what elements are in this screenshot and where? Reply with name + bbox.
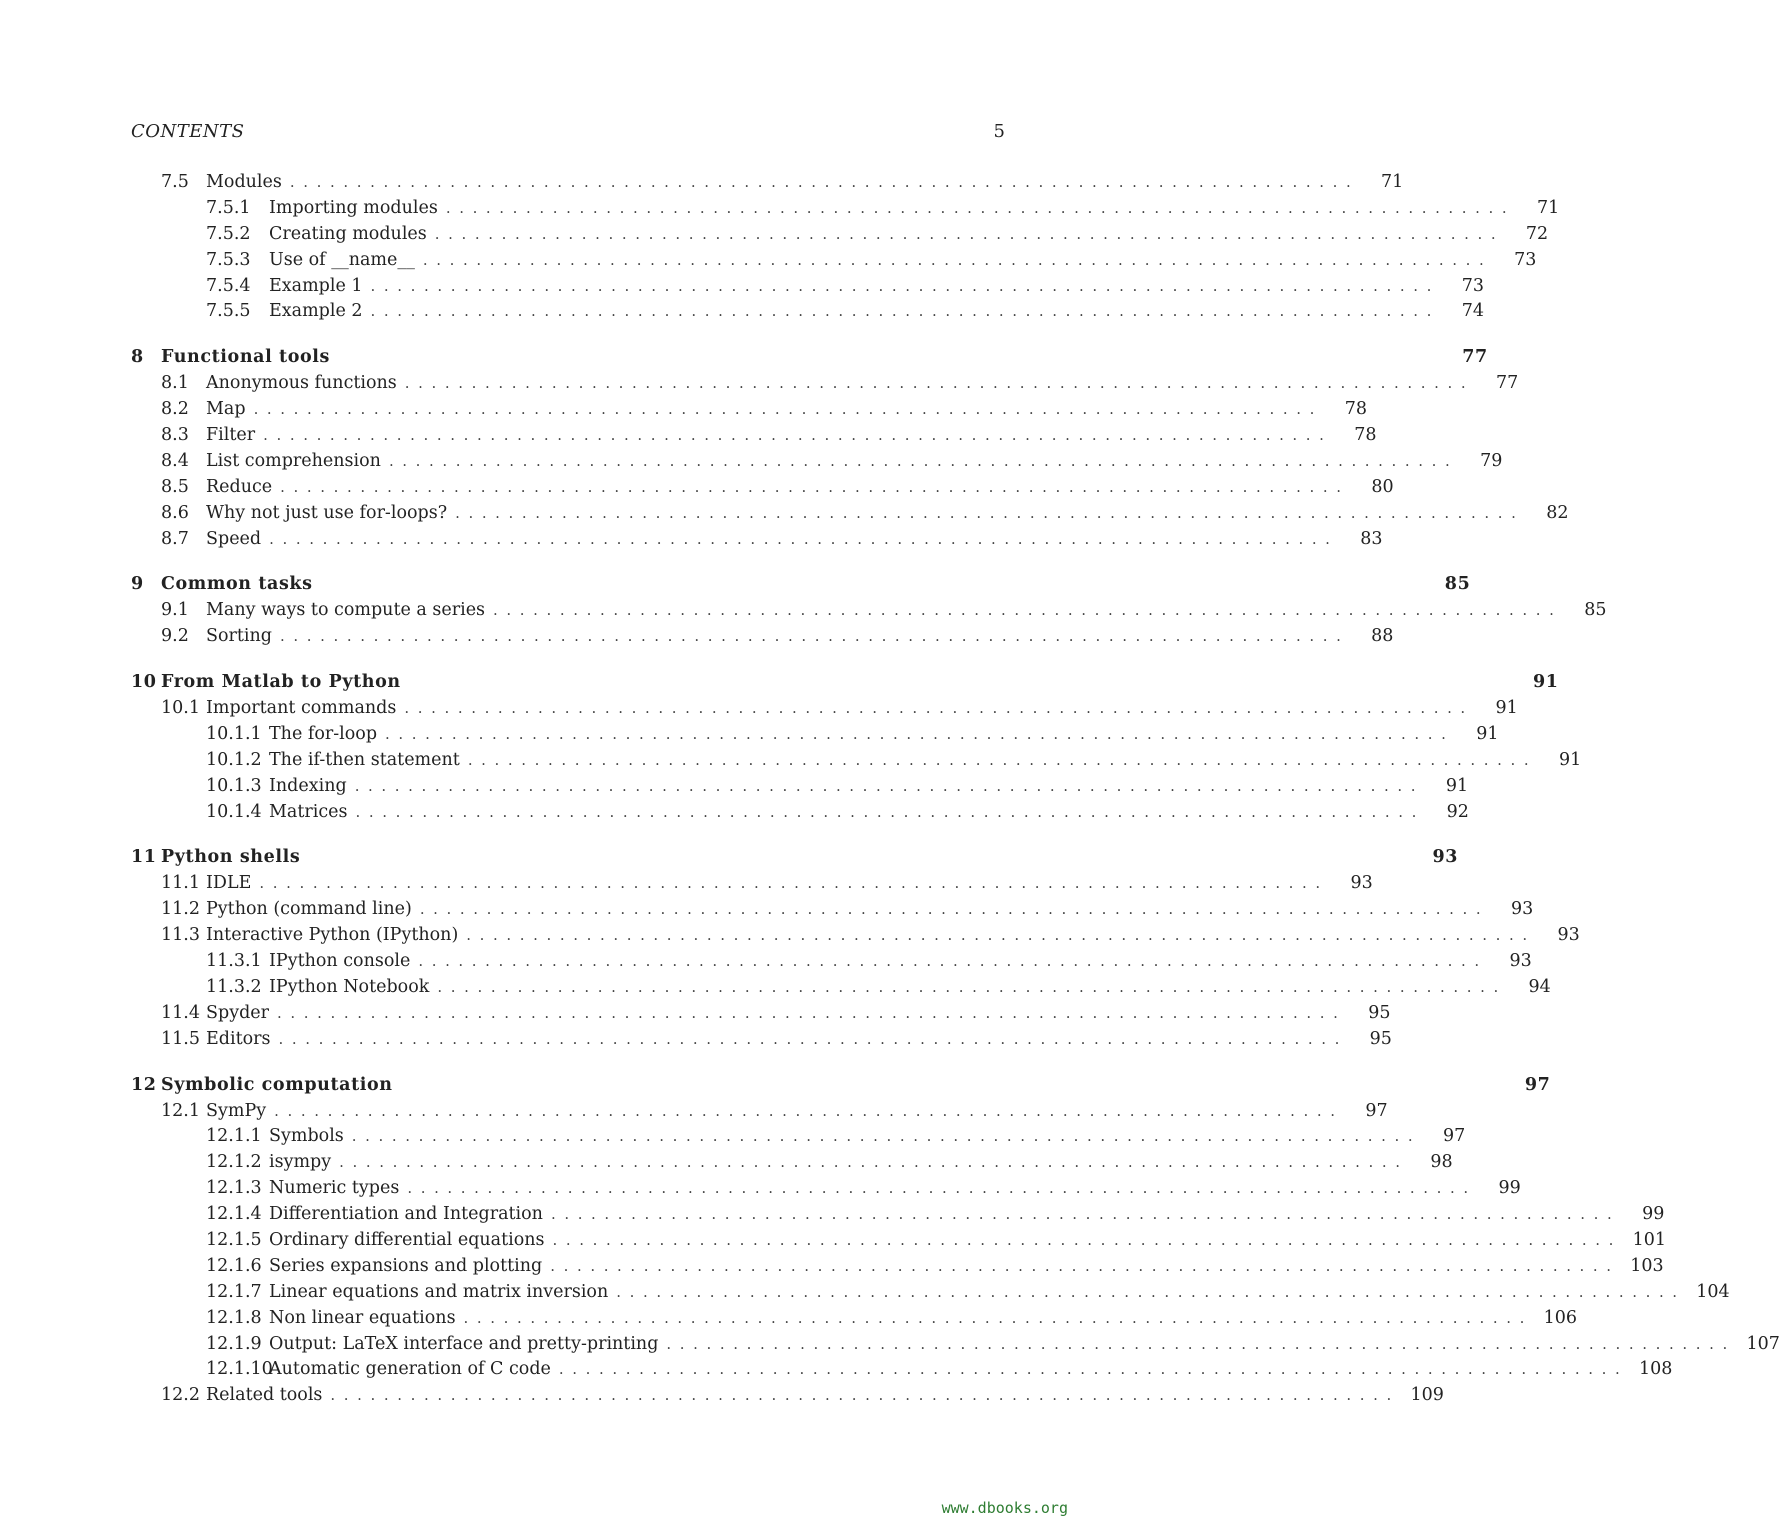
toc-entry-number: 7.5.4 <box>206 275 251 296</box>
toc-entry-number: 8.4 <box>161 450 189 471</box>
toc-leader-dots: ................................................................................ <box>339 1153 1409 1172</box>
toc-entry-title: Non linear equations <box>269 1307 456 1328</box>
toc-entry-number: 12.1.8 <box>206 1307 262 1328</box>
toc-subsection-row[interactable] <box>131 301 1484 327</box>
toc-leader-dots: ................................................................................ <box>550 1256 1620 1275</box>
toc-leader-dots: ................................................................................ <box>280 627 1350 646</box>
toc-leader-dots: ................................................................................ <box>616 1282 1686 1301</box>
toc-entry-page: 93 <box>1557 925 1580 946</box>
toc-entry-page: 93 <box>1350 873 1373 894</box>
toc-entry-page: 72 <box>1525 223 1549 244</box>
toc-entry-title: Indexing <box>269 775 347 796</box>
toc-leader-dots: ................................................................................ <box>552 1230 1622 1249</box>
toc-entry-number: 11.3 <box>161 925 200 946</box>
toc-entry-title: IPython console <box>269 951 411 972</box>
toc-section-row[interactable] <box>131 1385 1444 1411</box>
toc-section-row[interactable] <box>131 373 1519 399</box>
toc-entry-title: SymPy <box>206 1100 267 1121</box>
toc-entry-page: 106 <box>1543 1307 1577 1328</box>
toc-leader-dots: ................................................................................ <box>467 750 1538 769</box>
toc-entry-title: Importing modules <box>269 197 438 218</box>
toc-entry-title: Sorting <box>206 626 272 647</box>
toc-leader-dots: ................................................................................ <box>263 426 1333 445</box>
toc-entry-number: 7.5.2 <box>206 223 251 244</box>
toc-leader-dots: ................................................................................ <box>404 699 1474 718</box>
toc-entry-page: 77 <box>1462 347 1488 368</box>
toc-chapter-row[interactable] <box>131 672 1559 698</box>
toc-entry-number: 8.5 <box>161 476 189 497</box>
toc-entry-title: Map <box>206 399 246 420</box>
toc-entry-page: 91 <box>1495 698 1518 719</box>
toc-leader-dots: ................................................................................ <box>385 724 1455 743</box>
toc-entry-page: 93 <box>1432 847 1459 868</box>
toc-entry-number: 7.5.3 <box>206 249 251 270</box>
toc-entry-page: 74 <box>1461 301 1484 322</box>
toc-entry-title: Anonymous functions <box>206 373 397 394</box>
toc-entry-page: 91 <box>1476 723 1499 744</box>
toc-leader-dots: ................................................................................ <box>407 1179 1477 1198</box>
toc-subsection-row[interactable] <box>131 951 1532 977</box>
toc-section-row[interactable] <box>131 899 1534 925</box>
toc-entry-page: 71 <box>1381 172 1404 192</box>
toc-section-row[interactable] <box>131 502 1569 529</box>
toc-subsection-row[interactable] <box>131 249 1537 276</box>
toc-leader-dots: ................................................................................ <box>422 250 1493 269</box>
toc-section-row[interactable] <box>131 399 1368 425</box>
toc-entry-number: 12.1.1 <box>206 1126 262 1147</box>
toc-section-row[interactable] <box>131 1002 1391 1029</box>
toc-leader-dots: ................................................................................ <box>466 926 1536 945</box>
toc-entry-number: 8.7 <box>161 528 189 549</box>
toc-leader-dots: ................................................................................ <box>278 1029 1348 1048</box>
toc-chapter-row[interactable] <box>131 847 1459 873</box>
toc-entry-page: 83 <box>1360 528 1383 549</box>
toc-entry-page: 97 <box>1524 1074 1551 1095</box>
toc-entry-title: Python shells <box>161 847 301 868</box>
toc-entry-number: 11.5 <box>161 1028 200 1049</box>
toc-subsection-row[interactable] <box>131 1204 1665 1230</box>
toc-leader-dots: ................................................................................ <box>253 400 1324 419</box>
toc-subsection-row[interactable] <box>131 749 1582 776</box>
toc-entry-title: Linear equations and matrix inversion <box>269 1281 609 1302</box>
toc-entry-title: Modules <box>206 172 282 192</box>
toc-entry-number: 7.5 <box>161 172 189 192</box>
toc-entry-page: 85 <box>1444 574 1471 595</box>
toc-entry-number: 12.1.9 <box>206 1333 262 1354</box>
toc-entry-number: 10.1.3 <box>206 775 262 796</box>
toc-chapter-row[interactable] <box>131 347 1488 373</box>
toc-entry-page: 79 <box>1480 450 1503 471</box>
toc-leader-dots: ................................................................................ <box>370 302 1440 321</box>
toc-entry-page: 109 <box>1410 1385 1444 1406</box>
toc-entry-number: 12.1.10 <box>206 1359 273 1380</box>
toc-entry-number: 8.3 <box>161 425 189 446</box>
toc-entry-title: Related tools <box>206 1385 323 1406</box>
toc-leader-dots: ................................................................................ <box>274 1101 1344 1120</box>
toc-entry-title: Symbols <box>269 1126 344 1147</box>
toc-entry-page: 93 <box>1509 951 1532 972</box>
page-number: 5 <box>993 120 1005 142</box>
toc-entry-number: 8.6 <box>161 502 189 523</box>
toc-entry-number: 12.1.3 <box>206 1178 262 1199</box>
toc-entry-page: 82 <box>1546 502 1569 523</box>
toc-entry-number: 8.2 <box>161 399 189 420</box>
toc-entry-page: 91 <box>1558 749 1582 770</box>
toc-entry-number: 12.1.4 <box>206 1204 262 1225</box>
toc-section-row[interactable] <box>131 476 1394 503</box>
toc-leader-dots: ................................................................................ <box>418 952 1488 971</box>
toc-section-row[interactable] <box>131 1100 1388 1127</box>
toc-leader-dots: ................................................................................ <box>455 503 1525 522</box>
toc-entry-number: 11 <box>131 847 157 868</box>
toc-entry-page: 73 <box>1461 275 1484 296</box>
toc-subsection-row[interactable] <box>131 223 1549 250</box>
toc-entry-title: The if-then statement <box>269 749 460 770</box>
toc-entry-title: Symbolic computation <box>161 1074 393 1095</box>
toc-leader-dots: ................................................................................ <box>351 1127 1422 1146</box>
toc-entry-title: Important commands <box>206 698 397 719</box>
toc-entry-page: 101 <box>1632 1229 1666 1250</box>
toc-leader-dots: ................................................................................ <box>445 198 1516 217</box>
toc-section-row[interactable] <box>131 425 1377 451</box>
toc-entry-page: 103 <box>1630 1255 1664 1276</box>
toc-entry-title: Python (command line) <box>206 899 412 920</box>
toc-entry-title: isympy <box>269 1152 332 1173</box>
toc-entry-number: 11.1 <box>161 873 200 894</box>
toc-entry-title: Why not just use for-loops? <box>206 502 448 523</box>
table-of-contents <box>131 172 1780 1411</box>
toc-entry-number: 10.1.4 <box>206 801 262 822</box>
toc-chapter-row[interactable] <box>131 1074 1551 1101</box>
toc-entry-number: 11.2 <box>161 899 200 920</box>
toc-leader-dots: ................................................................................ <box>434 224 1505 243</box>
toc-entry-title: Spyder <box>206 1002 270 1023</box>
toc-subsection-row[interactable] <box>131 1255 1664 1282</box>
toc-entry-title: Reduce <box>206 476 273 497</box>
toc-entry-title: Filter <box>206 425 256 446</box>
toc-leader-dots: ................................................................................ <box>404 374 1475 393</box>
toc-entry-page: 97 <box>1442 1126 1466 1147</box>
toc-entry-title: Matrices <box>269 801 348 822</box>
toc-entry-title: Interactive Python (IPython) <box>206 925 459 946</box>
toc-leader-dots: ................................................................................ <box>354 776 1425 795</box>
toc-subsection-row[interactable] <box>131 1333 1780 1360</box>
toc-entry-title: Example 1 <box>269 275 363 296</box>
toc-entry-number: 12.1 <box>161 1100 200 1121</box>
toc-subsection-row[interactable] <box>131 1229 1666 1256</box>
toc-entry-page: 95 <box>1368 1002 1391 1023</box>
toc-leader-dots: ................................................................................ <box>370 276 1440 295</box>
toc-section-row[interactable] <box>131 172 1404 198</box>
toc-entry-number: 7.5.1 <box>206 197 251 218</box>
toc-subsection-row[interactable] <box>131 801 1469 828</box>
toc-leader-dots: ................................................................................ <box>259 874 1329 893</box>
toc-entry-title: Ordinary differential equations <box>269 1229 545 1250</box>
toc-entry-number: 12.2 <box>161 1385 200 1406</box>
toc-section-row[interactable] <box>131 1028 1392 1055</box>
toc-entry-title: Numeric types <box>269 1178 400 1199</box>
toc-entry-page: 78 <box>1344 399 1368 420</box>
toc-entry-number: 10.1.1 <box>206 723 262 744</box>
toc-entry-title: The for-loop <box>269 723 378 744</box>
toc-entry-number: 9.1 <box>161 600 189 621</box>
toc-entry-title: Differentiation and Integration <box>269 1204 543 1225</box>
toc-subsection-row[interactable] <box>131 1281 1730 1308</box>
toc-entry-number: 12.1.5 <box>206 1229 262 1250</box>
toc-entry-page: 92 <box>1446 801 1469 822</box>
toc-entry-number: 8 <box>131 347 144 368</box>
toc-entry-number: 10.1.2 <box>206 749 262 770</box>
running-head-title: CONTENTS <box>131 120 245 142</box>
toc-entry-title: Functional tools <box>161 347 330 368</box>
toc-leader-dots: ................................................................................ <box>558 1360 1629 1379</box>
toc-subsection-row[interactable] <box>131 976 1551 1003</box>
toc-section-row[interactable] <box>131 698 1518 724</box>
toc-entry-title: Automatic generation of C code <box>269 1359 551 1380</box>
toc-entry-title: IDLE <box>206 873 252 894</box>
toc-leader-dots: ................................................................................ <box>493 601 1563 620</box>
toc-subsection-row[interactable] <box>131 197 1560 224</box>
toc-leader-dots: ................................................................................ <box>355 802 1425 821</box>
toc-section-row[interactable] <box>131 925 1580 951</box>
toc-entry-number: 11.3.1 <box>206 951 262 972</box>
toc-entry-number: 11.4 <box>161 1002 200 1023</box>
toc-subsection-row[interactable] <box>131 1126 1466 1152</box>
toc-entry-page: 91 <box>1445 775 1469 796</box>
toc-entry-number: 12.1.2 <box>206 1152 262 1173</box>
toc-entry-title: Use of __name__ <box>269 249 415 270</box>
toc-entry-number: 11.3.2 <box>206 976 262 997</box>
toc-entry-page: 71 <box>1537 197 1560 218</box>
toc-leader-dots: ................................................................................ <box>419 900 1490 919</box>
toc-section-row[interactable] <box>131 450 1503 477</box>
toc-entry-number: 8.1 <box>161 373 189 394</box>
toc-entry-page: 107 <box>1746 1333 1780 1354</box>
toc-leader-dots: ................................................................................ <box>463 1308 1533 1327</box>
toc-entry-number: 12.1.6 <box>206 1255 262 1276</box>
toc-leader-dots: ................................................................................ <box>666 1334 1736 1353</box>
toc-entry-page: 78 <box>1354 425 1377 446</box>
toc-entry-title: From Matlab to Python <box>161 672 401 693</box>
toc-entry-page: 108 <box>1638 1359 1673 1380</box>
toc-entry-number: 12.1.7 <box>206 1281 262 1302</box>
toc-entry-page: 99 <box>1642 1204 1665 1225</box>
toc-leader-dots: ................................................................................ <box>289 173 1360 191</box>
toc-entry-title: Example 2 <box>269 301 363 322</box>
toc-entry-number: 10.1 <box>161 698 200 719</box>
toc-entry-title: Speed <box>206 528 262 549</box>
toc-entry-page: 94 <box>1528 976 1551 997</box>
toc-entry-page: 93 <box>1510 899 1534 920</box>
toc-section-row[interactable] <box>131 626 1394 652</box>
toc-subsection-row[interactable] <box>131 775 1469 802</box>
toc-entry-title: IPython Notebook <box>269 976 430 997</box>
toc-entry-title: Many ways to compute a series <box>206 600 486 621</box>
toc-entry-page: 85 <box>1584 600 1607 621</box>
toc-section-row[interactable] <box>131 528 1383 555</box>
toc-entry-number: 10 <box>131 672 157 693</box>
toc-entry-page: 97 <box>1365 1100 1388 1121</box>
toc-leader-dots: ................................................................................ <box>550 1205 1621 1224</box>
toc-leader-dots: ................................................................................ <box>437 977 1507 996</box>
toc-leader-dots: ................................................................................ <box>330 1386 1400 1405</box>
toc-subsection-row[interactable] <box>131 1178 1521 1204</box>
toc-entry-title: Series expansions and plotting <box>269 1255 543 1276</box>
toc-leader-dots: ................................................................................ <box>388 451 1459 470</box>
toc-chapter-row[interactable] <box>131 574 1471 600</box>
toc-leader-dots: ................................................................................ <box>277 1003 1347 1022</box>
toc-entry-page: 98 <box>1430 1152 1453 1173</box>
toc-subsection-row[interactable] <box>131 1152 1453 1178</box>
toc-entry-number: 12 <box>131 1074 157 1095</box>
toc-subsection-row[interactable] <box>131 723 1499 750</box>
toc-subsection-row[interactable] <box>131 1307 1577 1334</box>
toc-section-row[interactable] <box>131 600 1607 626</box>
toc-entry-title: Creating modules <box>269 223 427 244</box>
toc-subsection-row[interactable] <box>131 275 1484 302</box>
toc-entry-page: 77 <box>1495 373 1519 394</box>
toc-entry-title: Editors <box>206 1028 271 1049</box>
toc-entry-page: 73 <box>1514 249 1537 270</box>
toc-entry-page: 99 <box>1498 1178 1521 1199</box>
watermark-link[interactable]: www.dbooks.org <box>941 1499 1068 1517</box>
toc-entry-page: 88 <box>1371 626 1394 647</box>
toc-section-row[interactable] <box>131 873 1373 899</box>
toc-entry-page: 91 <box>1532 672 1559 693</box>
toc-leader-dots: ................................................................................ <box>269 529 1339 548</box>
toc-entry-title: Common tasks <box>161 574 313 595</box>
running-head <box>131 118 1005 144</box>
toc-entry-page: 80 <box>1371 476 1394 497</box>
toc-entry-title: List comprehension <box>206 450 381 471</box>
toc-subsection-row[interactable] <box>131 1359 1673 1385</box>
toc-entry-number: 7.5.5 <box>206 301 251 322</box>
toc-entry-page: 95 <box>1369 1028 1392 1049</box>
toc-entry-title: Output: LaTeX interface and pretty-printing <box>269 1333 659 1354</box>
toc-entry-page: 104 <box>1696 1281 1730 1302</box>
toc-entry-number: 9.2 <box>161 626 189 647</box>
toc-entry-number: 9 <box>131 574 144 595</box>
toc-leader-dots: ................................................................................ <box>280 477 1350 496</box>
